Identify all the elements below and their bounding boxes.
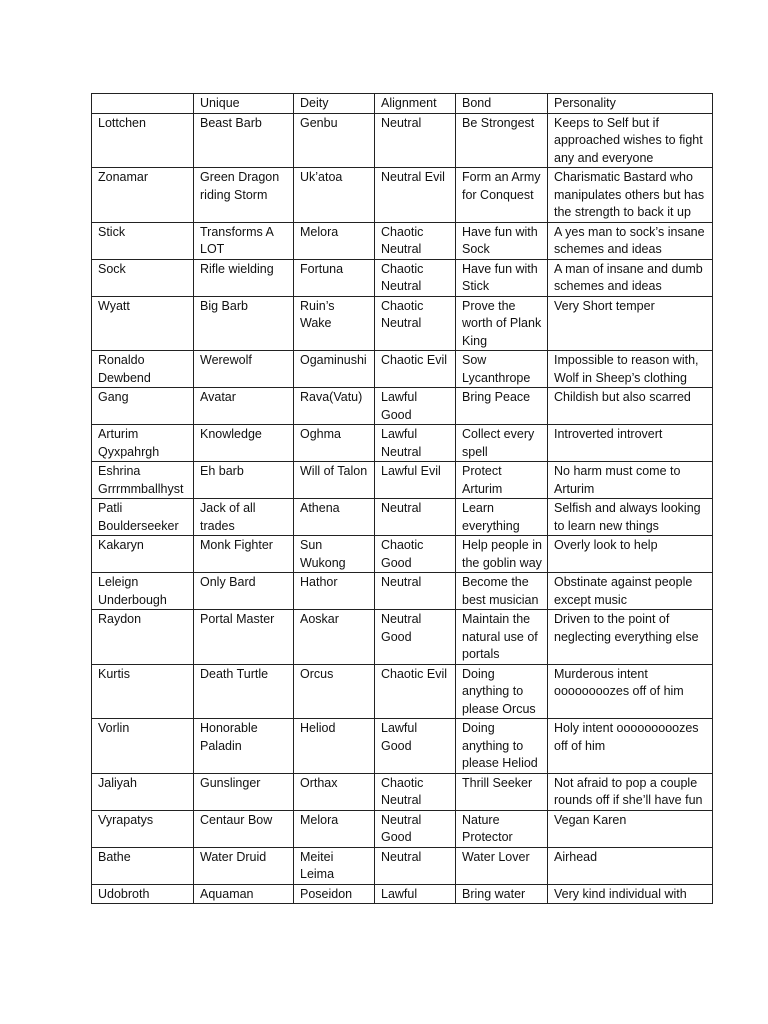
table-row — [92, 573, 713, 610]
cell-personality: Childish but also scarred — [548, 388, 713, 425]
cell-personality: Very Short temper — [548, 296, 713, 351]
cell-alignment: Lawful Good — [375, 719, 456, 774]
cell-deity: Genbu — [294, 113, 375, 168]
table-header-row — [92, 94, 713, 114]
cell-deity: Sun Wukong — [294, 536, 375, 573]
cell-name: Lottchen — [92, 113, 194, 168]
cell-personality: No harm must come to Arturim — [548, 462, 713, 499]
cell-personality: Overly look to help — [548, 536, 713, 573]
cell-personality: Vegan Karen — [548, 810, 713, 847]
cell-unique: Aquaman — [194, 884, 294, 904]
cell-unique: Jack of all trades — [194, 499, 294, 536]
cell-personality: Charismatic Bastard who manipulates others but has the strength to back it up — [548, 168, 713, 223]
table-row — [92, 610, 713, 665]
cell-bond: Learn everything — [456, 499, 548, 536]
table-row — [92, 296, 713, 351]
cell-deity: Hathor — [294, 573, 375, 610]
table-row — [92, 351, 713, 388]
table-row — [92, 810, 713, 847]
cell-bond: Bring water — [456, 884, 548, 904]
header-cell-name — [92, 94, 194, 114]
cell-name: Wyatt — [92, 296, 194, 351]
table-row — [92, 499, 713, 536]
cell-deity: Poseidon — [294, 884, 375, 904]
cell-alignment: Chaotic Neutral — [375, 773, 456, 810]
cell-bond: Doing anything to please Orcus — [456, 664, 548, 719]
cell-personality: Not afraid to pop a couple rounds off if she’ll have fun — [548, 773, 713, 810]
cell-bond: Help people in the goblin way — [456, 536, 548, 573]
cell-bond: Doing anything to please Heliod — [456, 719, 548, 774]
header-cell-deity: Deity — [294, 94, 375, 114]
table-row — [92, 222, 713, 259]
table-row — [92, 884, 713, 904]
cell-alignment: Neutral — [375, 113, 456, 168]
cell-unique: Gunslinger — [194, 773, 294, 810]
cell-unique: Centaur Bow — [194, 810, 294, 847]
cell-deity: Heliod — [294, 719, 375, 774]
cell-name: Vyrapatys — [92, 810, 194, 847]
cell-personality: Holy intent ooooooooozes off of him — [548, 719, 713, 774]
table-row — [92, 388, 713, 425]
cell-unique: Rifle wielding — [194, 259, 294, 296]
cell-bond: Maintain the natural use of portals — [456, 610, 548, 665]
table-row — [92, 847, 713, 884]
cell-alignment: Chaotic Neutral — [375, 222, 456, 259]
cell-bond: Become the best musician — [456, 573, 548, 610]
cell-personality: Selfish and always looking to learn new things — [548, 499, 713, 536]
cell-unique: Portal Master — [194, 610, 294, 665]
character-table — [91, 93, 713, 904]
cell-deity: Ruin’s Wake — [294, 296, 375, 351]
cell-unique: Honorable Paladin — [194, 719, 294, 774]
cell-personality: A man of insane and dumb schemes and ideas — [548, 259, 713, 296]
cell-name: Ronaldo Dewbend — [92, 351, 194, 388]
cell-bond: Thrill Seeker — [456, 773, 548, 810]
table-row — [92, 462, 713, 499]
cell-bond: Be Strongest — [456, 113, 548, 168]
cell-deity: Melora — [294, 810, 375, 847]
cell-personality: Airhead — [548, 847, 713, 884]
cell-name: Kakaryn — [92, 536, 194, 573]
cell-bond: Have fun with Sock — [456, 222, 548, 259]
cell-bond: Bring Peace — [456, 388, 548, 425]
cell-bond: Have fun with Stick — [456, 259, 548, 296]
cell-personality: Driven to the point of neglecting everything else — [548, 610, 713, 665]
cell-deity: Will of Talon — [294, 462, 375, 499]
cell-personality: Impossible to reason with, Wolf in Sheep’s clothing — [548, 351, 713, 388]
cell-name: Zonamar — [92, 168, 194, 223]
cell-bond: Water Lover — [456, 847, 548, 884]
cell-unique: Knowledge — [194, 425, 294, 462]
cell-deity: Orcus — [294, 664, 375, 719]
cell-unique: Transforms A LOT — [194, 222, 294, 259]
cell-alignment: Chaotic Neutral — [375, 296, 456, 351]
cell-bond: Form an Army for Conquest — [456, 168, 548, 223]
cell-deity: Aoskar — [294, 610, 375, 665]
cell-unique: Monk Fighter — [194, 536, 294, 573]
cell-unique: Werewolf — [194, 351, 294, 388]
table-row — [92, 719, 713, 774]
header-cell-bond: Bond — [456, 94, 548, 114]
cell-deity: Orthax — [294, 773, 375, 810]
cell-name: Sock — [92, 259, 194, 296]
cell-name: Gang — [92, 388, 194, 425]
table-row — [92, 536, 713, 573]
table-row — [92, 664, 713, 719]
cell-unique: Only Bard — [194, 573, 294, 610]
cell-bond: Protect Arturim — [456, 462, 548, 499]
table-row — [92, 773, 713, 810]
cell-unique: Avatar — [194, 388, 294, 425]
cell-unique: Big Barb — [194, 296, 294, 351]
cell-deity: Uk’atoa — [294, 168, 375, 223]
cell-name: Arturim Qyxpahrgh — [92, 425, 194, 462]
header-cell-personality: Personality — [548, 94, 713, 114]
cell-alignment: Neutral Evil — [375, 168, 456, 223]
cell-alignment: Lawful Neutral — [375, 425, 456, 462]
cell-personality: A yes man to sock’s insane schemes and ideas — [548, 222, 713, 259]
cell-deity: Athena — [294, 499, 375, 536]
cell-alignment: Chaotic Evil — [375, 664, 456, 719]
cell-name: Bathe — [92, 847, 194, 884]
cell-personality: Murderous intent oooooooozes off of him — [548, 664, 713, 719]
cell-alignment: Neutral — [375, 499, 456, 536]
table-row — [92, 113, 713, 168]
cell-name: Leleign Underbough — [92, 573, 194, 610]
cell-alignment: Chaotic Neutral — [375, 259, 456, 296]
cell-personality: Very kind individual with — [548, 884, 713, 904]
table-row — [92, 425, 713, 462]
table-row — [92, 259, 713, 296]
cell-name: Raydon — [92, 610, 194, 665]
cell-name: Jaliyah — [92, 773, 194, 810]
cell-bond: Prove the worth of Plank King — [456, 296, 548, 351]
cell-bond: Collect every spell — [456, 425, 548, 462]
table-row — [92, 168, 713, 223]
table-body — [92, 94, 713, 904]
cell-alignment: Lawful — [375, 884, 456, 904]
cell-personality: Introverted introvert — [548, 425, 713, 462]
cell-name: Kurtis — [92, 664, 194, 719]
cell-alignment: Neutral — [375, 573, 456, 610]
cell-bond: Nature Protector — [456, 810, 548, 847]
header-cell-unique: Unique — [194, 94, 294, 114]
cell-alignment: Lawful Good — [375, 388, 456, 425]
cell-alignment: Neutral Good — [375, 610, 456, 665]
cell-name: Vorlin — [92, 719, 194, 774]
cell-unique: Water Druid — [194, 847, 294, 884]
cell-alignment: Neutral Good — [375, 810, 456, 847]
cell-personality: Keeps to Self but if approached wishes to fight any and everyone — [548, 113, 713, 168]
cell-alignment: Chaotic Evil — [375, 351, 456, 388]
header-cell-alignment: Alignment — [375, 94, 456, 114]
cell-name: Patli Boulderseeker — [92, 499, 194, 536]
cell-name: Udobroth — [92, 884, 194, 904]
cell-personality: Obstinate against people except music — [548, 573, 713, 610]
cell-name: Eshrina Grrrmmballhyst — [92, 462, 194, 499]
cell-unique: Death Turtle — [194, 664, 294, 719]
cell-deity: Oghma — [294, 425, 375, 462]
cell-deity: Rava(Vatu) — [294, 388, 375, 425]
cell-alignment: Lawful Evil — [375, 462, 456, 499]
cell-unique: Beast Barb — [194, 113, 294, 168]
cell-deity: Melora — [294, 222, 375, 259]
cell-bond: Sow Lycanthrope — [456, 351, 548, 388]
cell-deity: Ogaminushi — [294, 351, 375, 388]
cell-alignment: Neutral — [375, 847, 456, 884]
cell-deity: Fortuna — [294, 259, 375, 296]
cell-unique: Green Dragon riding Storm — [194, 168, 294, 223]
cell-deity: Meitei Leima — [294, 847, 375, 884]
cell-unique: Eh barb — [194, 462, 294, 499]
cell-alignment: Chaotic Good — [375, 536, 456, 573]
cell-name: Stick — [92, 222, 194, 259]
